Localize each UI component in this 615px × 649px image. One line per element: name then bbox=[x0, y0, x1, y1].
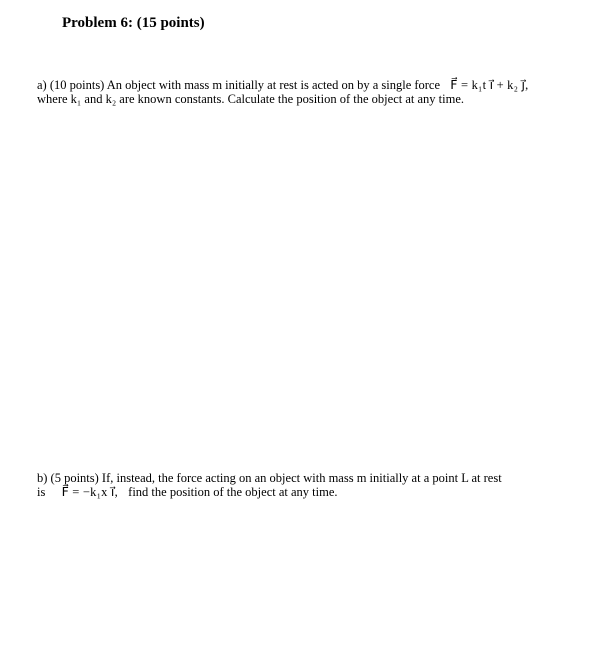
part-a-line-1 bbox=[37, 78, 529, 92]
part-b-is-label: is bbox=[37, 485, 46, 499]
part-b-line-1: b) (5 points) If, instead, the force acting on an object with mass m initially at a point L at rest bbox=[37, 471, 502, 485]
part-b-line-2 bbox=[37, 485, 502, 499]
part-b-line-2-text: find the position of the object at any time. bbox=[128, 485, 338, 499]
part-b-force-formula: F⃗ = −k₁x i⃗, bbox=[61, 485, 118, 499]
part-b-question bbox=[37, 471, 502, 499]
part-a-question bbox=[37, 78, 529, 106]
part-a-force-formula: F⃗ = k₁t i⃗ + k₂ j⃗, bbox=[450, 78, 529, 92]
part-a-line-2: where k₁ and k₂ are known constants. Calculate the position of the object at any time. bbox=[37, 92, 464, 106]
problem-title: Problem 6: (15 points) bbox=[62, 15, 205, 31]
part-a-line-1-text: a) (10 points) An object with mass m initially at rest is acted on by a single force bbox=[37, 78, 441, 92]
